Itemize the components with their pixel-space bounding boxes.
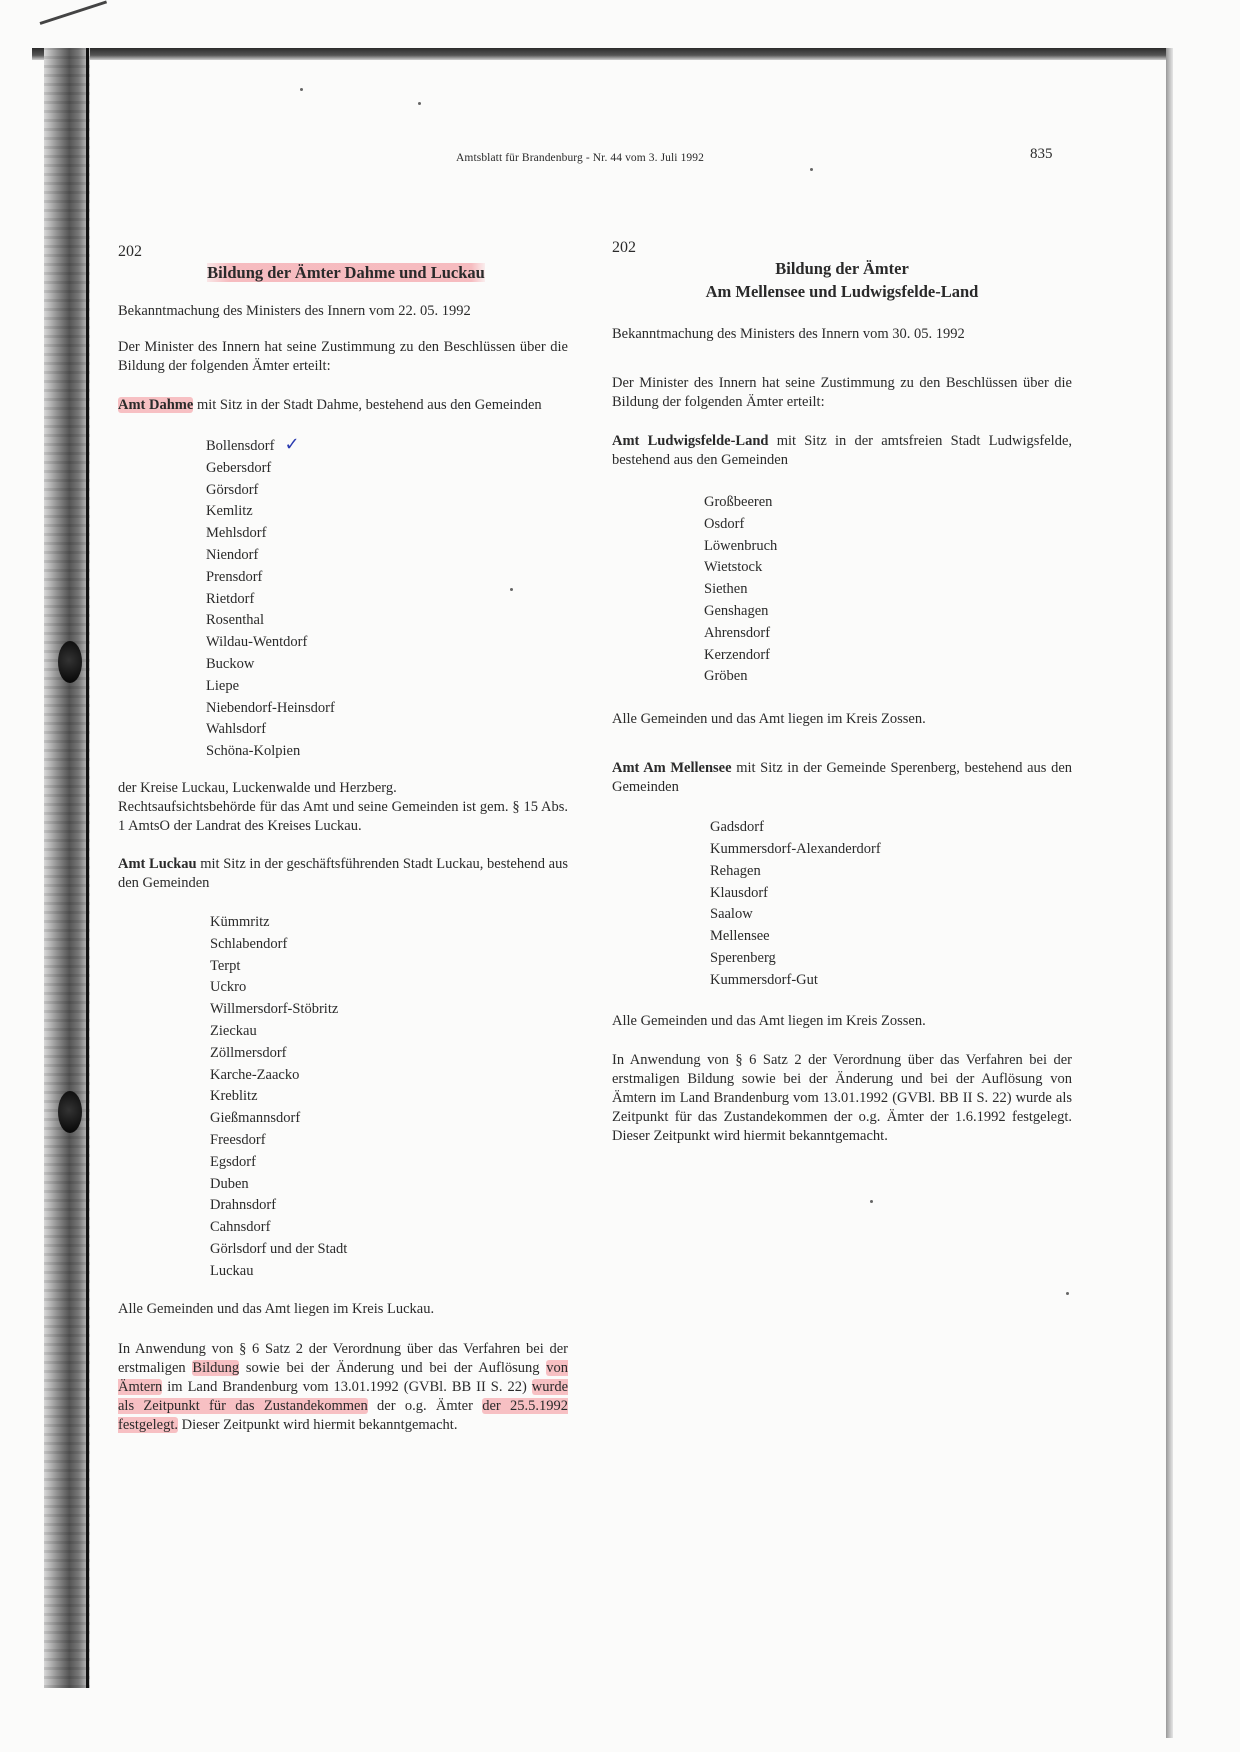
scan-speck <box>870 1200 873 1203</box>
list-item: Cahnsdorf <box>210 1219 271 1236</box>
list-item: Mehlsdorf <box>206 525 267 542</box>
scan-speck <box>418 102 421 105</box>
list-item: Kemlitz <box>206 503 253 520</box>
amt-description: mit Sitz in der amtsfreien Stadt Ludwigsfelde, bestehend aus den Gemeinden <box>612 433 1073 468</box>
list-item: Schlabendorf <box>210 935 288 952</box>
list-item: Gröben <box>704 668 748 685</box>
list-item: Kummersdorf-Gut <box>710 971 818 988</box>
list-item: Wildau-Wentdorf <box>206 634 308 651</box>
amt-description: mit Sitz in der geschäftsführenden Stadt Luckau, bestehend aus den Gemeinden <box>118 855 569 891</box>
list-item: Niendorf <box>206 546 259 563</box>
list-item: Görsdorf <box>206 481 259 498</box>
highlighted-title: Bildung der Ämter Dahme und Luckau <box>207 263 485 282</box>
closing-paragraph: In Anwendung von § 6 Satz 2 der Verordnung über das Verfahren bei der erstmaligen Bildung sowie bei der Änderung und bei der Auflösung von Ämtern im Land Brandenburg vom 13.01.1992 (GVBl. BB II S. 22) wurde als Zeitpunkt für das Zustandekommen der o.g. Ämter der 25.5.1992 festgelegt. Dieser Zeitpunkt wird hiermit bekanntgemacht. <box>118 1340 569 1433</box>
highlight: von Ämtern <box>118 1359 569 1395</box>
scan-speck <box>810 168 813 171</box>
list-item: Zöllmersdorf <box>210 1044 287 1061</box>
town-list <box>206 434 568 763</box>
check-mark-icon: ✓ <box>284 434 300 455</box>
district-line: Alle Gemeinden und das Amt liegen im Kreis Zossen. <box>612 711 926 728</box>
announcement: Bekanntmachung des Ministers des Innern vom 30. 05. 1992 <box>612 326 965 342</box>
scan-top-edge <box>32 48 1172 60</box>
list-item: Rietdorf <box>206 590 255 607</box>
amt-name: Amt Ludwigsfelde-Land <box>612 433 769 449</box>
amt-paragraph <box>612 432 1072 470</box>
list-item: Bollensdorf ✓ <box>206 434 300 455</box>
binding-edge <box>86 48 89 1688</box>
district-line: Alle Gemeinden und das Amt liegen im Kreis Luckau. <box>118 1300 435 1317</box>
district-line: Alle Gemeinden und das Amt liegen im Kreis Zossen. <box>612 1012 926 1029</box>
intro-paragraph: Der Minister des Innern hat seine Zustimmung zu den Beschlüssen über die Bildung der folgenden Ämter erteilt: <box>612 375 1072 410</box>
highlight: der 25.5.1992 festgelegt. <box>118 1397 569 1433</box>
district-line: der Kreise Luckau, Luckenwalde und Herzberg. <box>118 779 397 796</box>
list-item: Terpt <box>210 957 241 974</box>
scan-right-edge <box>1166 48 1173 1738</box>
list-item: Liepe <box>206 677 240 694</box>
amt-name: Amt Luckau <box>118 855 197 872</box>
list-item: Willmersdorf-Stöbritz <box>210 1001 339 1018</box>
amt-description: mit Sitz in der Gemeinde Sperenberg, bestehend aus den Gemeinden <box>612 760 1073 796</box>
binding-strip <box>44 48 90 1688</box>
amt-paragraph <box>118 855 568 893</box>
list-item: Egsdorf <box>210 1153 256 1170</box>
scan-speck <box>1066 1292 1069 1295</box>
amt-name: Amt Dahme <box>118 397 194 413</box>
town-list <box>710 817 1072 991</box>
list-item: Freesdorf <box>210 1131 266 1148</box>
running-header: Amtsblatt für Brandenburg - Nr. 44 vom 3. Juli 1992 <box>456 152 704 164</box>
town-list <box>704 492 1072 688</box>
list-item: Duben <box>210 1175 249 1192</box>
list-item: Drahnsdorf <box>210 1197 277 1214</box>
list-item: Genshagen <box>704 602 769 619</box>
list-item: Kerzendorf <box>704 646 771 663</box>
list-item: Luckau <box>210 1262 254 1279</box>
list-item: Schöna-Kolpien <box>206 743 301 760</box>
scan-speck <box>300 88 303 91</box>
list-item: Prensdorf <box>206 568 263 585</box>
page-number: 835 <box>1030 146 1053 162</box>
list-item: Wahlsdorf <box>206 721 267 738</box>
authority-paragraph: Rechtsaufsichtsbehörde für das Amt und seine Gemeinden ist gem. § 15 Abs. 1 AmtsO der Landrat des Kreises Luckau. <box>118 798 568 834</box>
amt-paragraph <box>612 759 1072 797</box>
right-column <box>612 238 1072 1146</box>
closing-paragraph: In Anwendung von § 6 Satz 2 der Verordnung über das Verfahren bei der erstmaligen Bildung sowie bei der Änderung und bei der Auflösung von Ämtern im Land Brandenburg vom 13.01.1992 (GVBl. BB II S. 22) wurde als Zeitpunkt für das Zustandekommen der o.g. Ämter der 1.6.1992 festgelegt. Dieser Zeitpunkt wird hiermit bekanntgemacht. <box>612 1051 1072 1144</box>
list-item: Kümmritz <box>210 913 270 930</box>
section-title: Bildung der Ämter Am Mellensee und Ludwigsfelde-Land <box>705 259 979 301</box>
list-item: Zieckau <box>210 1022 257 1039</box>
list-item: Görlsdorf und der Stadt <box>210 1240 348 1257</box>
intro-paragraph: Der Minister des Innern hat seine Zustimmung zu den Beschlüssen über die Bildung der folgenden Ämter erteilt: <box>118 339 568 374</box>
list-item: Saalow <box>710 906 753 923</box>
list-item: Siethen <box>704 581 748 598</box>
list-item: Karche-Zaacko <box>210 1066 300 1083</box>
list-item: Niebendorf-Heinsdorf <box>206 699 335 716</box>
left-column <box>118 242 568 1435</box>
list-item: Buckow <box>206 655 255 672</box>
list-item: Rosenthal <box>206 612 264 629</box>
punch-hole <box>58 1091 82 1133</box>
section-title <box>124 261 568 284</box>
list-item: Gadsdorf <box>710 819 764 836</box>
list-item: Mellensee <box>710 928 770 945</box>
list-item: Osdorf <box>704 515 745 532</box>
list-item: Gebersdorf <box>206 459 272 476</box>
punch-hole <box>58 641 82 683</box>
list-item: Wietstock <box>704 559 763 576</box>
section-number: 202 <box>612 239 636 256</box>
amt-name: Amt Am Mellensee <box>612 760 732 777</box>
scan-artifact-line <box>40 0 108 24</box>
list-item: Klausdorf <box>710 884 768 901</box>
section-number: 202 <box>118 243 142 260</box>
list-item: Rehagen <box>710 862 761 879</box>
list-item: Sperenberg <box>710 949 776 966</box>
list-item: Ahrensdorf <box>704 624 771 641</box>
list-item: Kummersdorf-Alexanderdorf <box>710 840 881 857</box>
amt-description: mit Sitz in der Stadt Dahme, bestehend aus den Gemeinden <box>196 397 542 413</box>
amt-paragraph <box>118 396 568 415</box>
list-item: Kreblitz <box>210 1088 258 1105</box>
list-item: Gießmannsdorf <box>210 1110 301 1127</box>
list-item: Großbeeren <box>704 494 773 510</box>
list-item: Löwenbruch <box>704 537 778 554</box>
highlight: Bildung <box>192 1359 240 1376</box>
list-item: Uckro <box>210 979 247 996</box>
announcement: Bekanntmachung des Ministers des Innern vom 22. 05. 1992 <box>118 303 471 319</box>
town-list <box>210 912 568 1283</box>
highlight: wurde als Zeitpunkt für das Zustandekommen <box>118 1378 569 1414</box>
